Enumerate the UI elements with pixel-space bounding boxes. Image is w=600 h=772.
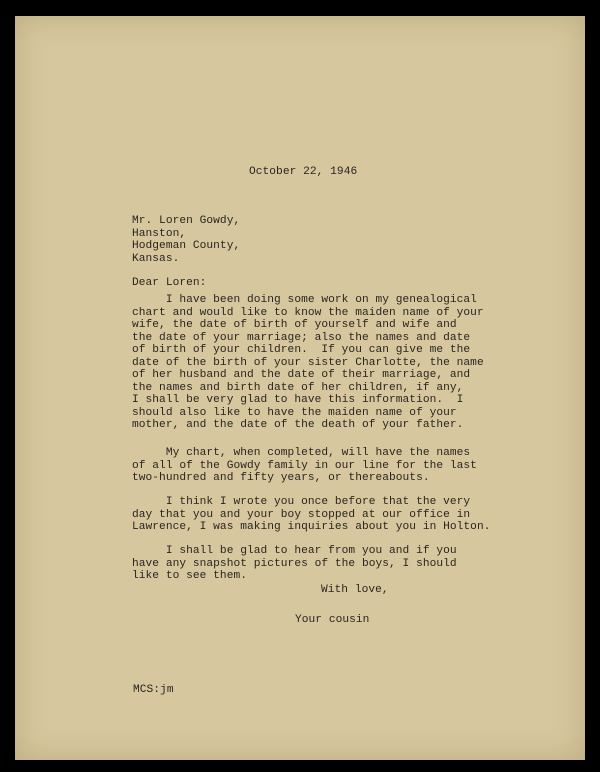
letter-page [15, 16, 585, 760]
address-line: Hodgeman County, [132, 240, 241, 252]
salutation: Dear Loren: [132, 277, 207, 289]
address-line: Kansas. [132, 252, 180, 265]
letter-date: October 22, 1946 [249, 166, 358, 178]
closing: With love, [321, 584, 389, 596]
recipient-address [132, 215, 240, 265]
body-paragraph: My chart, when completed, will have the names of all of the Gowdy family in our line for the last two-hundred and fifty years, or thereabouts. [132, 447, 477, 484]
typist-initials: MCS:jm [133, 684, 174, 696]
body-paragraph: I have been doing some work on my genealogical chart and would like to know the maiden name of your wife, the date of birth of yourself and wife and the date of your marriage; also the names and date of birth of your children. If you can give me the date of the birth of your sister Charlotte, the name of her husband and the date of their marriage, and the names and birth date of her children, if any, I shall be very glad to have this information. I should also like to have the maiden name of your mother, and the date of the death of your father. [132, 294, 484, 431]
signature-line: Your cousin [295, 614, 370, 626]
address-line: Mr. Loren Gowdy, [132, 215, 241, 227]
body-paragraph: I shall be glad to hear from you and if you have any snapshot pictures of the boys, I should like to see them. [132, 545, 457, 582]
body-paragraph: I think I wrote you once before that the very day that you and your boy stopped at our office in Lawrence, I was making inquiries about you in Holton. [132, 496, 491, 533]
address-line: Hanston, [132, 227, 187, 240]
